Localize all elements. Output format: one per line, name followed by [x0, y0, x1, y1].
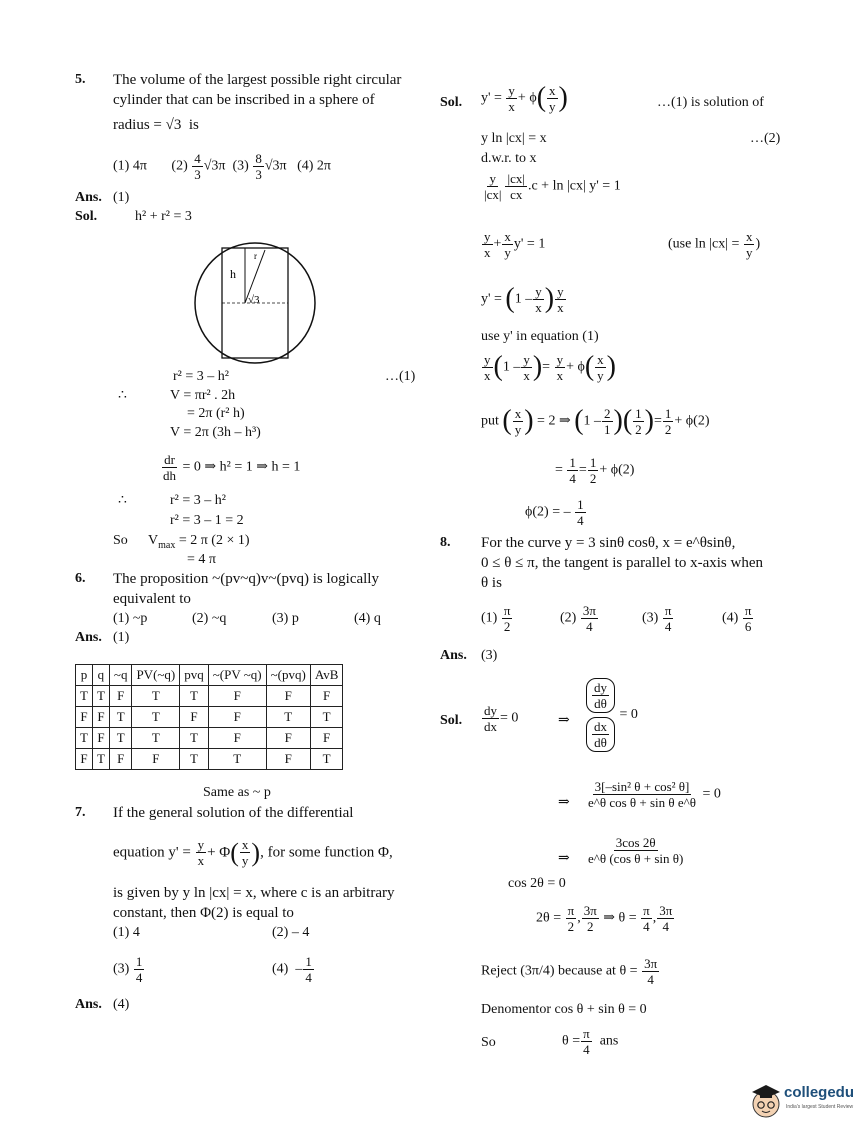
q7-sol-put: put ( $\frac{x}{y}$ ) = 2 ⇒ (1 – $\frac{2}{1}$ )( $\frac{1}{2}$ )= $\frac{1}{2}$ + ϕ(2) [481, 405, 710, 437]
th-not-p-or-q: ~(pvq) [266, 665, 310, 686]
q5-ans-value: (1) [113, 190, 130, 205]
q8-option-2: (2) $\frac{3\pi}{4}$ [560, 603, 596, 634]
table-row: T F T T T F F F [76, 728, 343, 749]
q6-ans-label: Ans. [75, 630, 102, 645]
q5-number: 5. [75, 72, 86, 87]
q5-text-1: The volume of the largest possible right circular [113, 72, 402, 88]
table-row: F F T T F F T T [76, 707, 343, 728]
th-p: p [76, 665, 93, 686]
table-row: T T F T T F F F [76, 686, 343, 707]
q5-text-3: radius = √3 is [113, 117, 199, 133]
fig-label-root3: √3 [248, 294, 260, 306]
q7-sol-label: Sol. [440, 95, 463, 110]
q5-deriv: $\frac{dr}{dh}$ = 0 ⇒ h² = 1 ⇒ h = 1 [163, 452, 301, 483]
q7-sol-eq4: $\frac{y}{x}$ + $\frac{x}{y}$ y' = 1 [484, 229, 546, 260]
th-p-or-q: pvq [180, 665, 209, 686]
q8-sol-eq3: $\frac{3\cos 2\theta}{\text{e\textasciicircum{}θ (cos θ + sin θ)}}$ [588, 835, 684, 866]
q7-sol-ref2: …(2) [750, 131, 781, 146]
q6-number: 6. [75, 571, 86, 586]
q7-text-3: is given by y ln |cx| = x, where c is an arbitrary [113, 885, 395, 901]
q8-implies-2: ⇒ [558, 795, 570, 810]
graduate-avatar-icon [748, 1080, 784, 1120]
q7-sol-dwrt: d.w.r. to x [481, 151, 537, 166]
q8-ans-value: (3) [481, 648, 498, 663]
q5-sol-eq: h² + r² = 3 [135, 209, 192, 224]
q5-line-3: = 2π (r² h) [187, 406, 245, 421]
q8-so: So [481, 1035, 496, 1050]
sphere-cylinder-figure [190, 238, 320, 368]
therefore-1: ∴ [118, 388, 127, 403]
q5-line-6: r² = 3 – 1 = 2 [170, 513, 244, 528]
q6-option-4: (4) q [354, 611, 381, 626]
q7-sol-eq3: $\frac{y}{|cx|}$ $\frac{|cx|}{cx}$ .c + ln |cx| y' = 1 [484, 171, 621, 202]
q7-equation: equation y' = $\frac{y}{x}$ + Φ( $\frac{x}{y}$ ), for some function Φ, [113, 837, 393, 869]
q5-line-1: r² = 3 – h² [173, 369, 229, 384]
q8-denominator: Denomentor cos θ + sin θ = 0 [481, 1002, 647, 1017]
fig-label-r: r [254, 251, 257, 261]
q5-text-2: cylinder that can be inscribed in a sphere of [113, 92, 375, 108]
th-not-p-or-not-q: ~(PV ~q) [208, 665, 266, 686]
q6-ans-value: (1) [113, 630, 130, 645]
q8-sol-eq2: $\frac{\text{3[–sin² θ + cos² θ]}}{\text{e\textasciicircum{}θ cos θ + sin θ e\textasciicircum{}θ}}$ = 0 [588, 779, 721, 810]
q8-number: 8. [440, 535, 451, 550]
table-row: F T F F T T F T [76, 749, 343, 770]
q8-text-1: For the curve y = 3 sinθ cosθ, x = e^θsinθ, [481, 535, 736, 551]
q6-option-3: (3) p [272, 611, 299, 626]
q5-line-2: V = πr² . 2h [170, 388, 236, 403]
q5-line-8: = 4 π [187, 552, 216, 567]
q8-ans-label: Ans. [440, 648, 467, 663]
q7-sol-result: ϕ(2) = – $\frac{1}{4}$ [525, 497, 584, 528]
q7-sol-eq7: = $\frac{1}{4}$ = $\frac{1}{2}$ + ϕ(2) [555, 455, 635, 486]
q5-ans-label: Ans. [75, 190, 102, 205]
q7-sol-eq5: y' = (1 – $\frac{y}{x}$ ) $\frac{y}{x}$ [481, 283, 564, 315]
q7-ans-value: (4) [113, 997, 130, 1012]
q6-option-2: (2) ~q [192, 611, 227, 626]
q8-sol-eq1: $\frac{dy}{dx}$ = 0 [484, 703, 519, 734]
q5-so: So [113, 533, 128, 548]
q8-implies-1: ⇒ [558, 713, 570, 728]
q7-number: 7. [75, 805, 86, 820]
q7-text-4: constant, then Φ(2) is equal to [113, 905, 294, 921]
q8-reject: Reject (3π/4) because at θ = $\frac{3\pi}{4}$ [481, 956, 658, 987]
q6-same-as: Same as ~ p [203, 785, 271, 800]
truth-table-header [76, 665, 343, 686]
q7-option-3: (3) $\frac{1}{4}$ [113, 954, 143, 985]
q5-ref-1: …(1) [385, 369, 416, 384]
q7-sol-use: use y' in equation (1) [481, 329, 599, 344]
truth-table [75, 664, 343, 770]
q7-sol-eq6: $\frac{y}{x}$ (1 – $\frac{y}{x}$ )= $\frac{y}{x}$ + ϕ( $\frac{x}{y}$ ) [484, 351, 616, 383]
therefore-2: ∴ [118, 493, 127, 508]
q7-ans-label: Ans. [75, 997, 102, 1012]
q6-option-1: (1) ~p [113, 611, 148, 626]
q7-sol-eq2: y ln |cx| = x [481, 131, 547, 146]
fig-label-h: h [230, 267, 236, 281]
th-a-or-b: AvB [310, 665, 343, 686]
brand-tagline: India's largest Student Review [786, 1104, 854, 1110]
q8-sol-eq4: 2θ = $\frac{\pi}{2}$ , $\frac{3\pi}{2}$ ⇒ θ = $\frac{\pi}{4}$ , $\frac{3\pi}{4}$ [536, 903, 673, 934]
q8-option-4: (4) $\frac{\pi}{6}$ [722, 603, 752, 634]
q8-param-derivative: $\frac{\frac{dy}{d\theta}}{\frac{dx}{d\theta}}$ = 0 [585, 678, 638, 752]
q5-line-5: r² = 3 – h² [170, 493, 226, 508]
q8-cos2theta: cos 2θ = 0 [508, 876, 566, 891]
q8-text-3: θ is [481, 575, 502, 591]
q8-option-3: (3) $\frac{\pi}{4}$ [642, 603, 672, 634]
q7-sol-note: (use ln |cx| = $\frac{x}{y}$ ) [668, 229, 761, 260]
q7-option-2: (2) – 4 [272, 925, 310, 940]
collegedu-logo [748, 1076, 856, 1126]
th-not-q: ~q [109, 665, 132, 686]
th-p-or-not-q: PV(~q) [132, 665, 180, 686]
q7-option-4: (4) – $\frac{1}{4}$ [272, 954, 312, 985]
q6-text-2: equivalent to [113, 591, 191, 607]
brand-name: collegedu [784, 1084, 855, 1101]
q5-options: (1) 4π (2) $\frac{4}{3}$ √3π (3) $\frac{8}{3}$ √3π (4) 2π [113, 151, 331, 182]
q7-sol-ref1: …(1) is solution of [657, 95, 764, 110]
q6-text-1: The proposition ~(pv~q)v~(pvq) is logically [113, 571, 379, 587]
q5-sol-label: Sol. [75, 209, 98, 224]
q8-final: θ = $\frac{\pi}{4}$ ans [562, 1026, 619, 1057]
q8-implies-3: ⇒ [558, 851, 570, 866]
q8-sol-label: Sol. [440, 713, 463, 728]
q5-line-4: V = 2π (3h – h³) [170, 425, 261, 440]
q8-option-1: (1) $\frac{\pi}{2}$ [481, 603, 511, 634]
q7-option-1: (1) 4 [113, 925, 140, 940]
q7-sol-eq1: y' = $\frac{y}{x}$ + ϕ( $\frac{x}{y}$ ) [481, 82, 568, 114]
th-q: q [92, 665, 109, 686]
q5-vmax: $V_{max} = 2$ π (2 × 1) [148, 533, 250, 551]
q8-text-2: 0 ≤ θ ≤ π, the tangent is parallel to x-axis when [481, 555, 763, 571]
q7-text-1: If the general solution of the differential [113, 805, 354, 821]
